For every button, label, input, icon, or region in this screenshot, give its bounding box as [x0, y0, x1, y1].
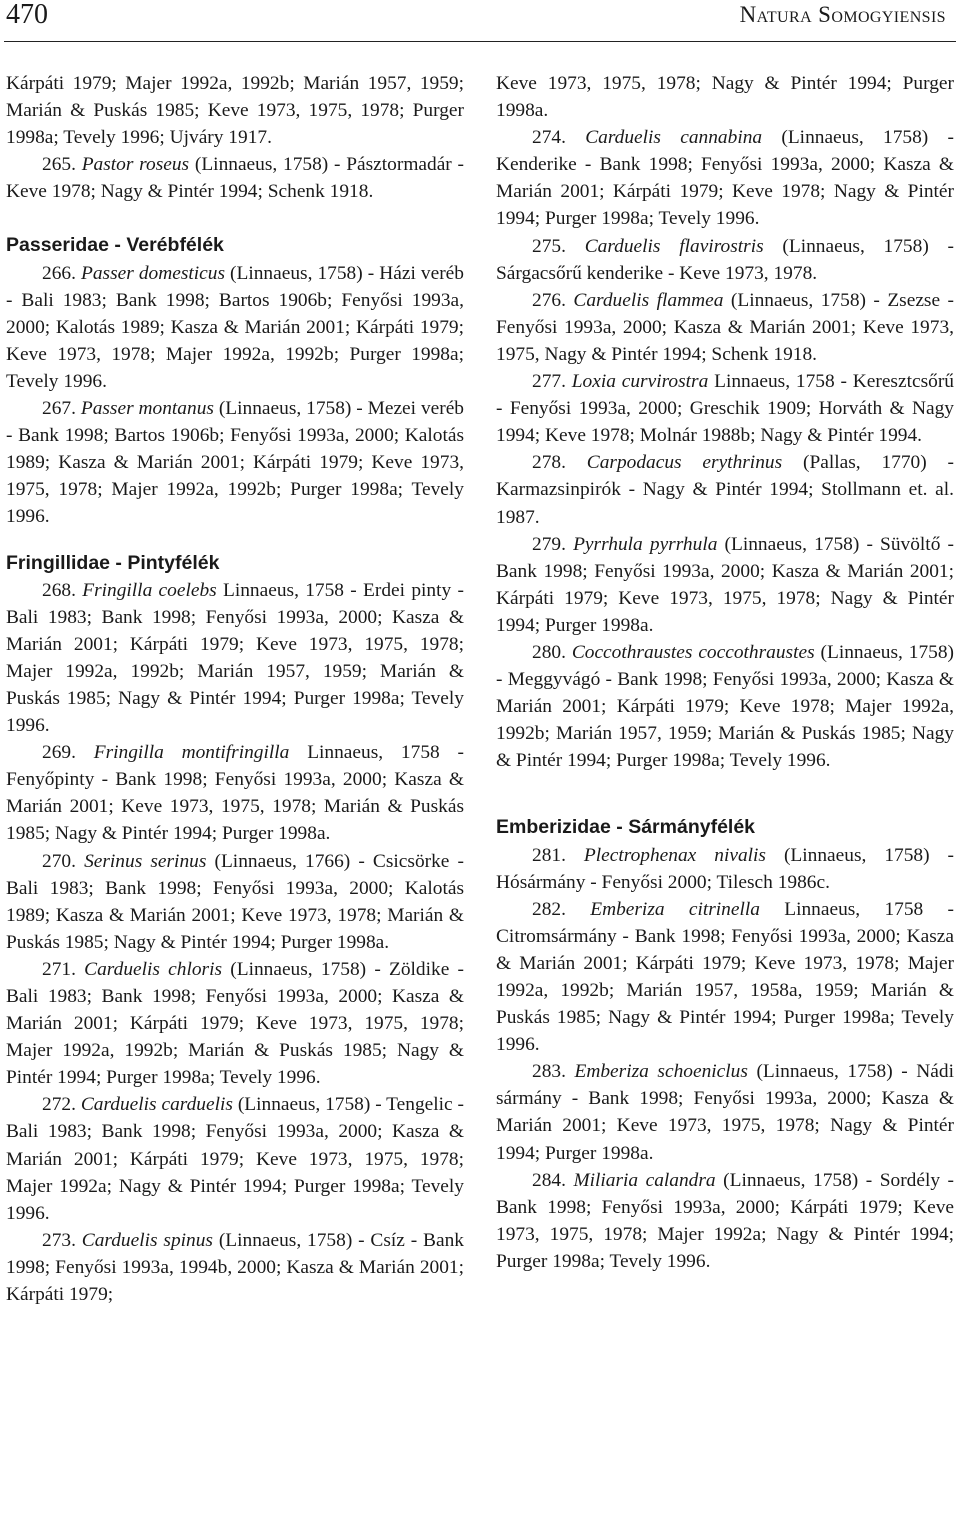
species-entry-277 [496, 368, 954, 449]
species-entry-269 [6, 739, 464, 847]
entry-number: 281. [532, 844, 566, 866]
entry-number: 272. [42, 1094, 76, 1116]
species-latin-name: Pyrrhula pyrrhula [573, 533, 718, 555]
entry-number: 274. [532, 127, 566, 149]
species-entry-273 [6, 1227, 464, 1308]
entry-text: (Linnaeus, 1758) - Süvöltő - Bank 1998; Fenyősi 1993a, 2000; Kasza & Marián 2001; Kárpáti 1979; Keve 1973, 1975, 1978; Nagy & Pintér 1994; Purger 1998a. [496, 533, 954, 636]
species-entry-274 [496, 124, 954, 232]
species-entry-284 [496, 1167, 954, 1275]
entry-number: 283. [532, 1061, 566, 1083]
entry-text: Linnaeus, 1758 - Fenyőpinty - Bank 1998; Fenyősi 1993a, 2000; Kasza & Marián 2001; Keve 1973, 1975, 1978; Marián & Puskás 1985; Nagy & Pintér 1994; Purger 1998a. [6, 742, 464, 845]
species-latin-name: Carduelis cannabina [585, 127, 763, 149]
species-latin-name: Carduelis flammea [573, 289, 724, 311]
species-entry-265 [6, 151, 464, 205]
species-entry-279 [496, 531, 954, 639]
species-latin-name: Carduelis carduelis [80, 1094, 233, 1116]
entry-number: 265. [42, 154, 76, 176]
running-header [0, 0, 960, 42]
family-heading-passeridae: Passeridae - Verébfélék [6, 234, 224, 257]
species-entry-282 [496, 896, 954, 1059]
species-latin-name: Carpodacus erythrinus [586, 452, 783, 474]
species-entry-266 [6, 260, 464, 395]
species-latin-name: Carduelis spinus [81, 1229, 213, 1251]
species-entry-278 [496, 449, 954, 530]
entry-number: 273. [42, 1229, 76, 1251]
entry-number: 284. [532, 1169, 566, 1191]
species-latin-name: Emberiza schoeniclus [574, 1061, 748, 1083]
entry-text: (Linnaeus, 1758) - Sárgacsőrű kenderike - Keve 1973, 1978. [496, 235, 954, 284]
family-heading-emberizidae: Emberizidae - Sármányfélék [496, 816, 756, 839]
right-column [496, 70, 954, 1275]
species-entry-276 [496, 287, 954, 368]
page-number: 470 [6, 0, 48, 30]
left-column [6, 70, 464, 1308]
entry-number: 270. [42, 850, 76, 872]
species-entry-271 [6, 956, 464, 1091]
entry-number: 267. [42, 398, 76, 420]
entry-text: (Linnaeus, 1758) - Meggyvágó - Bank 1998; Fenyősi 1993a, 2000; Kasza & Marián 2001; Kárpáti 1979; Keve 1978; Majer 1992a, 1992b; Marián 1957, 1959; Marián & Puskás 1985; Nagy & Pintér 1994; Purger 1998a; Tevely 1996. [496, 641, 954, 772]
entry-number: 269. [42, 742, 76, 764]
species-latin-name: Pastor roseus [81, 154, 190, 176]
species-entry-281 [496, 842, 954, 896]
entry-number: 276. [532, 289, 566, 311]
species-entry-280 [496, 639, 954, 774]
entry-text: (Linnaeus, 1758) - Nádi sármány - Bank 1998; Fenyősi 1993a, 2000; Kasza & Marián 2001; Keve 1973, 1975, 1978; Nagy & Pintér 1994; Purger 1998a. [496, 1061, 954, 1164]
entry-number: 278. [532, 452, 566, 474]
entry-text: (Pallas, 1770) - Karmazsinpirók - Nagy & Pintér 1994; Stollmann et. al. 1987. [496, 452, 954, 528]
species-latin-name: Carduelis chloris [84, 958, 223, 980]
entry-text: Linnaeus, 1758 - Keresztcsőrű - Fenyősi 1993a, 2000; Greschik 1909; Horváth & Nagy 1994; Keve 1978; Molnár 1988b; Nagy & Pintér 1994. [496, 371, 954, 447]
species-latin-name: Carduelis flavirostris [584, 235, 764, 257]
entry-text: Linnaeus, 1758 - Citromsármány - Bank 1998; Fenyősi 1993a, 2000; Kasza & Marián 2001; Kárpáti 1979; Keve 1973, 1978; Majer 1992a, 1992b; Marián 1957, 1958a, 1959; Marián & Puskás 1985; Nagy & Pintér 1994; Purger 1998a; Tevely 1996. [496, 898, 954, 1056]
entry-text: (Linnaeus, 1758) - Zöldike - Bali 1983; Bank 1998; Fenyősi 1993a, 2000; Kasza & Marián 2001; Kárpáti 1979; Keve 1973, 1975, 1978; Majer 1992a, 1992b; Marián & Puskás 1985; Nagy & Pintér 1994; Purger 1998a; Tevely 1996. [6, 958, 464, 1089]
species-entry-270 [6, 848, 464, 956]
entry-text: (Linnaeus, 1758) - Kenderike - Bank 1998; Fenyősi 1993a, 2000; Kasza & Marián 2001; Kárpáti 1979; Keve 1978; Nagy & Pintér 1994; Purger 1998a; Tevely 1996. [496, 127, 954, 230]
entry-number: 271. [42, 958, 76, 980]
species-entry-268 [6, 577, 464, 740]
entry-number: 280. [532, 641, 566, 663]
species-entry-283 [496, 1058, 954, 1166]
entry-continued: Keve 1973, 1975, 1978; Nagy & Pintér 1994; Purger 1998a. [496, 73, 954, 122]
species-latin-name: Fringilla coelebs [82, 579, 217, 601]
entry-text: (Linnaeus, 1766) - Csicsörke - Bali 1983; Bank 1998; Fenyősi 1993a, 2000; Kalotás 1989; Kasza & Marián 2001; Keve 1973, 1978; Marián & Puskás 1985; Nagy & Pintér 1994; Purger 1998a. [6, 850, 464, 953]
entry-text: (Linnaeus, 1758) - Csíz - Bank 1998; Fenyősi 1993a, 1994b, 2000; Kasza & Marián 2001; Kárpáti 1979; [6, 1229, 464, 1306]
species-latin-name: Coccothraustes coccothraustes [571, 641, 815, 663]
entry-number: 266. [42, 262, 76, 284]
species-entry-275 [496, 233, 954, 287]
species-latin-name: Passer montanus [80, 398, 214, 420]
entry-number: 275. [532, 235, 566, 257]
entry-text: (Linnaeus, 1758) - Sordély - Bank 1998; Fenyősi 1993a, 2000; Kárpáti 1979; Keve 1973, 1975, 1978; Majer 1992a; Nagy & Pintér 1994; Purger 1998a; Tevely 1996. [496, 1169, 955, 1272]
header-rule [4, 41, 956, 42]
entry-text: (Linnaeus, 1758) - Hósármány - Fenyősi 2000; Tilesch 1986c. [496, 844, 954, 893]
species-latin-name: Miliaria calandra [573, 1169, 716, 1191]
journal-title: Natura Somogyiensis [739, 2, 946, 27]
species-latin-name: Loxia curvirostra [571, 371, 709, 393]
species-latin-name: Passer domesticus [80, 262, 225, 284]
entry-text: (Linnaeus, 1758) - Tengelic - Bali 1983; Bank 1998; Fenyősi 1993a, 2000; Kasza & Marián 2001; Kárpáti 1979; Keve 1973, 1975, 1978; Majer 1992a; Nagy & Pintér 1994; Purger 1998a; Tevely 1996. [6, 1094, 464, 1224]
entry-number: 268. [42, 579, 76, 601]
species-latin-name: Fringilla montifringilla [93, 742, 290, 764]
entry-text: (Linnaeus, 1758) - Mezei veréb - Bank 1998; Bartos 1906b; Fenyősi 1993a, 2000; Kalotás 1989; Kasza & Marián 2001; Kárpáti 1979; Keve 1973, 1975, 1978; Majer 1992a, 1992b; Purger 1998a; Tevely 1996. [6, 398, 464, 528]
species-latin-name: Serinus serinus [84, 850, 207, 872]
entry-text: (Linnaeus, 1758) - Zsezse - Fenyősi 1993a, 2000; Kasza & Marián 2001; Keve 1973, 1975, Nagy & Pintér 1994; Schenk 1918. [496, 289, 955, 365]
entry-number: 277. [532, 371, 566, 393]
entry-number: 279. [532, 533, 566, 555]
species-latin-name: Emberiza citrinella [590, 898, 760, 920]
species-latin-name: Plectrophenax nivalis [583, 844, 766, 866]
entry-text: Linnaeus, 1758 - Erdei pinty - Bali 1983; Bank 1998; Fenyősi 1993a, 2000; Kasza & Marián 2001; Kárpáti 1979; Keve 1973, 1975, 1978; Majer 1992a, 1992b; Marián 1957, 1959; Marián & Puskás 1985; Nagy & Pintér 1994; Purger 1998a; Tevely 1996. [6, 579, 464, 737]
species-entry-272 [6, 1091, 464, 1226]
entry-text: (Linnaeus, 1758) - Pásztormadár - Keve 1978; Nagy & Pintér 1994; Schenk 1918. [6, 154, 464, 203]
species-entry-267 [6, 395, 464, 530]
entry-text: (Linnaeus, 1758) - Házi veréb - Bali 1983; Bank 1998; Bartos 1906b; Fenyősi 1993a, 2000; Kalotás 1989; Kasza & Marián 2001; Kárpáti 1979; Keve 1973, 1978; Majer 1992a, 1992b; Purger 1998a; Tevely 1996. [6, 262, 464, 392]
entry-continued: Kárpáti 1979; Majer 1992a, 1992b; Marián 1957, 1959; Marián & Puskás 1985; Keve 1973, 1975, 1978; Purger 1998a; Tevely 1996; Ujváry 1917. [6, 73, 464, 149]
entry-number: 282. [532, 898, 566, 920]
family-heading-fringillidae: Fringillidae - Pintyfélék [6, 551, 220, 574]
